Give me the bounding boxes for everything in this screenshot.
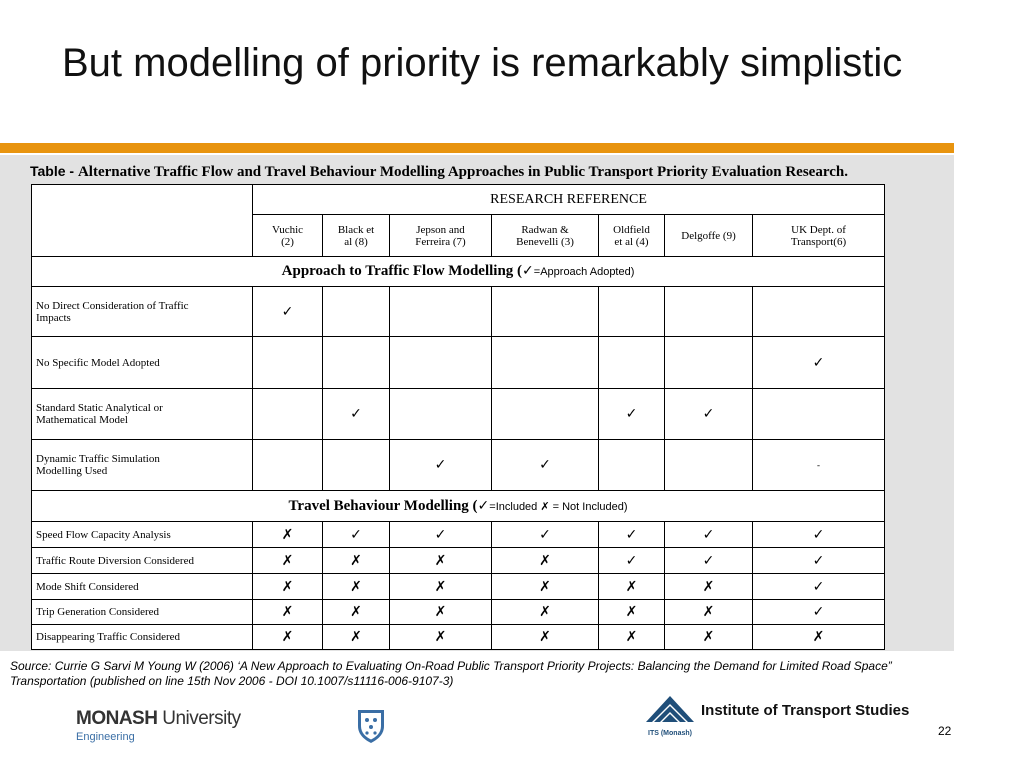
- row-label: [32, 548, 253, 574]
- cell-text: Impacts: [36, 311, 71, 324]
- section-legend: =Approach Adopted): [533, 266, 635, 278]
- check-mark: ✓: [753, 600, 885, 625]
- cell-text: Trip Generation Considered: [36, 606, 160, 618]
- row-label: [32, 574, 253, 600]
- table-cell: [492, 337, 599, 389]
- cell-text: Transport(6): [790, 235, 847, 248]
- check-mark: ✓: [753, 548, 885, 574]
- its-logo-icon: [642, 692, 698, 738]
- table-cell: [599, 337, 665, 389]
- table-cell: -: [753, 440, 885, 491]
- cross-mark: ✗: [753, 625, 885, 650]
- table-cell: [753, 287, 885, 337]
- row-label: [32, 337, 253, 389]
- section-header-row: [32, 491, 885, 522]
- cell-text: Ferreira (7): [415, 235, 466, 248]
- check-mark: ✓: [323, 522, 390, 548]
- cell-text: Speed Flow Capacity Analysis: [36, 528, 171, 541]
- section-header-row: [32, 257, 885, 287]
- comparison-table: [31, 184, 885, 650]
- table-cell: [665, 337, 753, 389]
- cell-text: Radwan &: [521, 223, 569, 236]
- check-mark: ✓: [753, 337, 885, 389]
- section-legend: =Included ✗ = Not Included): [489, 500, 628, 513]
- table-cell: [253, 440, 323, 491]
- check-mark: ✓: [492, 522, 599, 548]
- column-header: [253, 215, 323, 257]
- cell-text: Benevelli (3): [516, 235, 574, 248]
- check-mark: ✓: [599, 522, 665, 548]
- cross-mark: ✗: [253, 600, 323, 625]
- cross-mark: ✗: [599, 574, 665, 600]
- table-row: [32, 600, 885, 625]
- cross-mark: ✗: [390, 548, 492, 574]
- section-title-text: Travel Behaviour Modelling (: [288, 497, 478, 514]
- cell-text: Oldfield: [613, 223, 650, 236]
- row-label: [32, 600, 253, 625]
- cross-mark: ✗: [665, 574, 753, 600]
- table-cell: [599, 440, 665, 491]
- cell-text: Mathematical Model: [36, 414, 128, 426]
- check-mark: ✓: [390, 522, 492, 548]
- source-citation: Source: Currie G Sarvi M Young W (2006) ‘A New Approach to Evaluating On-Road Public Transport Priority Projects: Balancing the Demand for Limited Road Space” Transportation (published on line 15th Nov 2006 - DOI 10.1007/s11116-006-9107-3): [10, 659, 892, 688]
- cell-text: Vuchic: [271, 223, 304, 236]
- check-mark: ✓: [665, 522, 753, 548]
- cross-mark: ✗: [665, 625, 753, 650]
- monash-logo: [76, 708, 241, 743]
- cross-mark: ✗: [665, 600, 753, 625]
- cross-mark: ✗: [390, 625, 492, 650]
- row-label: [32, 287, 253, 337]
- cell-text: No Direct Consideration of Traffic: [36, 299, 189, 312]
- table-cell: [599, 287, 665, 337]
- section-title: [32, 491, 885, 522]
- check-mark: ✓: [492, 440, 599, 491]
- cross-mark: ✗: [599, 625, 665, 650]
- table-row: [32, 522, 885, 548]
- its-name: Institute of Transport Studies: [701, 702, 910, 719]
- check-icon: ✓: [477, 497, 490, 514]
- research-reference-header: RESEARCH REFERENCE: [253, 185, 885, 215]
- table-row: [32, 440, 885, 491]
- table-row: [32, 548, 885, 574]
- caption-text: Alternative Traffic Flow and Travel Behaviour Modelling Approaches in Public Transport Priority Evaluation Research.: [77, 164, 848, 180]
- table-cell: [253, 389, 323, 440]
- table-row: [32, 389, 885, 440]
- its-logo-text: ITS (Monash): [648, 730, 692, 737]
- cross-mark: ✗: [492, 600, 599, 625]
- slide-title: But modelling of priority is remarkably simplistic: [62, 41, 903, 85]
- table-row: [32, 625, 885, 650]
- column-header: [665, 215, 753, 257]
- table-cell: [665, 287, 753, 337]
- row-label: [32, 440, 253, 491]
- accent-rule: [0, 143, 954, 153]
- table-caption: [30, 163, 848, 181]
- cell-text: al (8): [344, 235, 368, 248]
- table-row: [32, 574, 885, 600]
- table-cell: [390, 389, 492, 440]
- table-cell: [492, 287, 599, 337]
- table-cell: [323, 287, 390, 337]
- cell-text: No Specific Model Adopted: [36, 356, 160, 369]
- cell-text: Mode Shift Considered: [36, 580, 139, 593]
- cross-mark: ✗: [323, 600, 390, 625]
- table-cell: [323, 337, 390, 389]
- column-header: [599, 215, 665, 257]
- cross-mark: ✗: [253, 625, 323, 650]
- table-row: [32, 287, 885, 337]
- cross-mark: ✗: [323, 625, 390, 650]
- table-cell: [253, 337, 323, 389]
- table-cell: [323, 440, 390, 491]
- check-mark: ✓: [665, 389, 753, 440]
- column-header: [492, 215, 599, 257]
- cell-text: UK Dept. of: [791, 223, 846, 236]
- cross-mark: ✗: [492, 574, 599, 600]
- cell-text: Disappearing Traffic Considered: [36, 631, 180, 643]
- column-header: [390, 215, 492, 257]
- table-cell: [665, 440, 753, 491]
- cross-mark: ✗: [253, 548, 323, 574]
- table-cell: [390, 337, 492, 389]
- cell-text: Dynamic Traffic Simulation: [36, 453, 160, 465]
- check-mark: ✓: [253, 287, 323, 337]
- section-title-text: Approach to Traffic Flow Modelling (: [281, 263, 523, 279]
- monash-brand: MONASH University: [76, 708, 241, 729]
- cell-text: Black et: [337, 223, 375, 236]
- cell-text: Delgoffe (9): [681, 229, 736, 242]
- cell-text: Traffic Route Diversion Considered: [36, 554, 194, 567]
- cell-text: et al (4): [614, 235, 649, 248]
- check-mark: ✓: [665, 548, 753, 574]
- row-label: [32, 522, 253, 548]
- cross-mark: ✗: [390, 600, 492, 625]
- section-title: [32, 257, 885, 287]
- check-icon: ✓: [522, 263, 534, 279]
- table-body: [32, 185, 885, 650]
- table-cell: [492, 389, 599, 440]
- row-label: [32, 625, 253, 650]
- check-mark: ✓: [323, 389, 390, 440]
- cross-mark: ✗: [323, 574, 390, 600]
- cross-mark: ✗: [599, 600, 665, 625]
- corner-cell: [32, 185, 253, 257]
- cell-text: Standard Static Analytical or: [36, 402, 163, 414]
- cell-text: (2): [281, 235, 294, 248]
- table-cell: [753, 389, 885, 440]
- cross-mark: ✗: [253, 574, 323, 600]
- cell-text: Modelling Used: [36, 465, 108, 477]
- cross-mark: ✗: [323, 548, 390, 574]
- row-label: [32, 389, 253, 440]
- check-mark: ✓: [753, 522, 885, 548]
- check-mark: ✓: [599, 389, 665, 440]
- check-mark: ✓: [390, 440, 492, 491]
- table-cell: [390, 287, 492, 337]
- page-number: 22: [938, 724, 952, 738]
- cross-mark: ✗: [390, 574, 492, 600]
- column-header: [753, 215, 885, 257]
- check-mark: ✓: [599, 548, 665, 574]
- monash-crest-icon: [356, 708, 386, 744]
- caption-lead: Table -: [30, 163, 78, 179]
- table-row: [32, 337, 885, 389]
- check-mark: ✓: [753, 574, 885, 600]
- header-row: [32, 185, 885, 215]
- cross-mark: ✗: [253, 522, 323, 548]
- cross-mark: ✗: [492, 625, 599, 650]
- column-header: [323, 215, 390, 257]
- cross-mark: ✗: [492, 548, 599, 574]
- cell-text: Jepson and: [416, 223, 465, 236]
- monash-sub: Engineering: [76, 731, 135, 743]
